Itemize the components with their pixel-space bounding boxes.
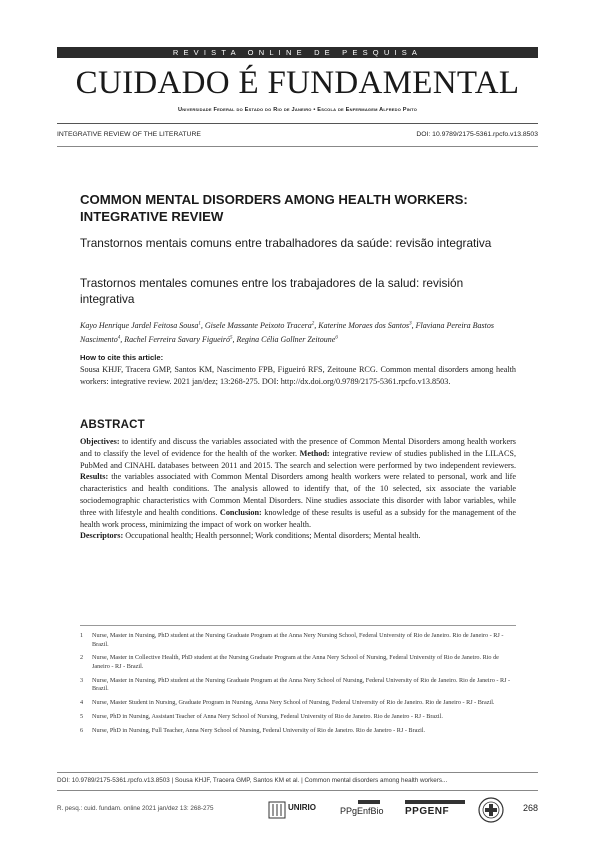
page-number: 268 xyxy=(522,803,538,813)
descriptors xyxy=(80,530,516,542)
article-title-pt: Transtornos mentais comuns entre trabalhadores da saúde: revisão integrativa xyxy=(80,236,492,250)
ppgenf-logo: PPGENF xyxy=(405,800,467,820)
results-text: the variables associated with Common Mental Disorders among health workers were related to personal, work and life characteristics and health conditions. The analysis allowed to identify that, of the 10 selected, six associate the variable sociodemographic characteristics with Common Mental Disorders. Nine studies associate this disorder with labor variables, while three with lifestyle and health conditions. xyxy=(80,472,516,517)
abstract-heading: ABSTRACT xyxy=(80,419,145,431)
footnote-rule xyxy=(80,625,516,626)
footnote: 1 Nurse, Master in Nursing, PhD student at the Nursing Graduate Program at the Anna Nery Nursing School, Federal University of Rio de Janeiro. Rio de Janeiro - RJ - Brazil. xyxy=(80,632,504,648)
journal-reference: R. pesq.: cuid. fundam. online 2021 jan/dez 13: 268-275 xyxy=(57,805,214,812)
author-list xyxy=(80,317,520,346)
author: Katerine Moraes dos Santos$^3$, xyxy=(318,320,416,330)
footnote: 3 Nurse, Master in Nursing, PhD student at the Nursing Graduate Program at the Anna Nery School of Nursing, Federal University of Rio de Janeiro. Rio de Janeiro - RJ - Brazil. xyxy=(80,676,511,693)
doi-header: DOI: 10.9789/2175-5361.rpcfo.v13.8503 xyxy=(416,131,538,138)
header-rule xyxy=(57,123,538,124)
logo-bar xyxy=(358,800,380,804)
method-text: integrative review of studies published in the LILACS, PubMed and CINAHL databases between 2011 and 2015. The search and selection were performed by two independent reviewers. xyxy=(80,448,517,470)
footnote: 2 Nurse, Master in Collective Health, PhD student at the Nursing Graduate Program at the Anna Nery School of Nursing, Federal University of Rio de Janeiro. Rio de Janeiro - RJ - Brazil. xyxy=(80,654,499,670)
author: Rachel Ferreira Savary Figueiró$^5$, xyxy=(124,335,237,345)
footer-rule xyxy=(57,772,538,773)
author: Kayo Henrique Jardel Feitosa Sousa$^1$, xyxy=(80,320,205,330)
footnote: 6 Nurse, PhD in Nursing, Full Teacher, Anna Nery School of Nursing, Federal University of Rio de Janeiro. Rio de Janeiro - RJ - Brazil. xyxy=(80,726,426,734)
objectives-label: Objectives: xyxy=(80,437,120,446)
school-seal-icon xyxy=(478,797,504,823)
logo-bar xyxy=(405,800,465,804)
article-title-es: Trastornos mentales comunes entre los trabajadores de la salud: revisión integrativa xyxy=(80,276,464,306)
footer-rule-2 xyxy=(57,790,538,791)
method-label: Method: xyxy=(297,448,330,458)
footnote: 4 Nurse, Master Student in Nursing, Graduate Program in Nursing, Anna Nery School of Nursing, Federal University of Rio de Janeiro. Rio de Janeiro - RJ - Brazil. xyxy=(80,699,495,707)
unirio-logo: UNIRIO xyxy=(268,798,330,820)
conclusion-label: Conclusion: xyxy=(217,507,262,517)
descriptors-label: Descriptors: xyxy=(80,531,124,541)
how-to-cite-heading: How to cite this article: xyxy=(80,353,164,362)
journal-title: CUIDADO É FUNDAMENTAL xyxy=(75,65,520,101)
conclusion-text: knowledge of these results is useful as a subsidy for the management of the health work process, minimizing the impact of work on worker health. xyxy=(80,507,517,529)
footnotes xyxy=(80,632,516,740)
header-rule-2 xyxy=(57,146,538,147)
article-title-en: COMMON MENTAL DISORDERS AMONG HEALTH WORKERS: INTEGRATIVE REVIEW xyxy=(80,192,468,224)
how-to-cite-text: Sousa KHJF, Tracera GMP, Santos KM, Nascimento FPB, Figueiró RFS, Zeitoune RCG. Common mental disorders among health workers: integrative review. 2021 jan/dez; 13:268-275. DOI: http://dx.doi.org/0.9789/2175-5361.rpcfo.v13.8503. xyxy=(80,365,516,387)
author: Regina Célia Gollner Zeitoune$^6$ xyxy=(236,335,338,345)
abstract-paragraph xyxy=(80,436,516,530)
affiliation: Universidade Federal do Estado do Rio de Janeiro • Escola de Enfermagem Alfredo Pinto xyxy=(177,107,418,113)
objectives-text: to identify and discuss the variables associated with the presence of Common Mental Disorders among health workers and to classify the level of evidence for the health of the worker. xyxy=(80,437,516,458)
running-citation: DOI: 10.9789/2175-5361.rpcfo.v13.8503 | Sousa KHJF, Tracera GMP, Santos KM et al. | Common mental disorders among health workers... xyxy=(57,777,448,784)
footnote: 5 Nurse, PhD in Nursing, Assistant Teacher of Anna Nery School of Nursing, Federal University of Rio de Janeiro. Rio de Janeiro - RJ - Brazil. xyxy=(80,712,443,720)
ppgenfbio-logo: PPgEnfBio xyxy=(340,800,398,820)
section-type: INTEGRATIVE REVIEW OF THE LITERATURE xyxy=(57,131,201,138)
results-label: Results: xyxy=(80,472,109,482)
abstract-body xyxy=(80,436,516,542)
descriptors-text: Occupational health; Health personnel; Work conditions; Mental disorders; Mental health. xyxy=(123,531,421,541)
author: Gisele Massante Peixoto Tracera$^2$, xyxy=(204,320,319,330)
author: Flaviana Pereira Bastos Nascimento$^4$, xyxy=(80,320,494,345)
journal-banner: REVISTA ONLINE DE PESQUISA xyxy=(57,47,538,58)
